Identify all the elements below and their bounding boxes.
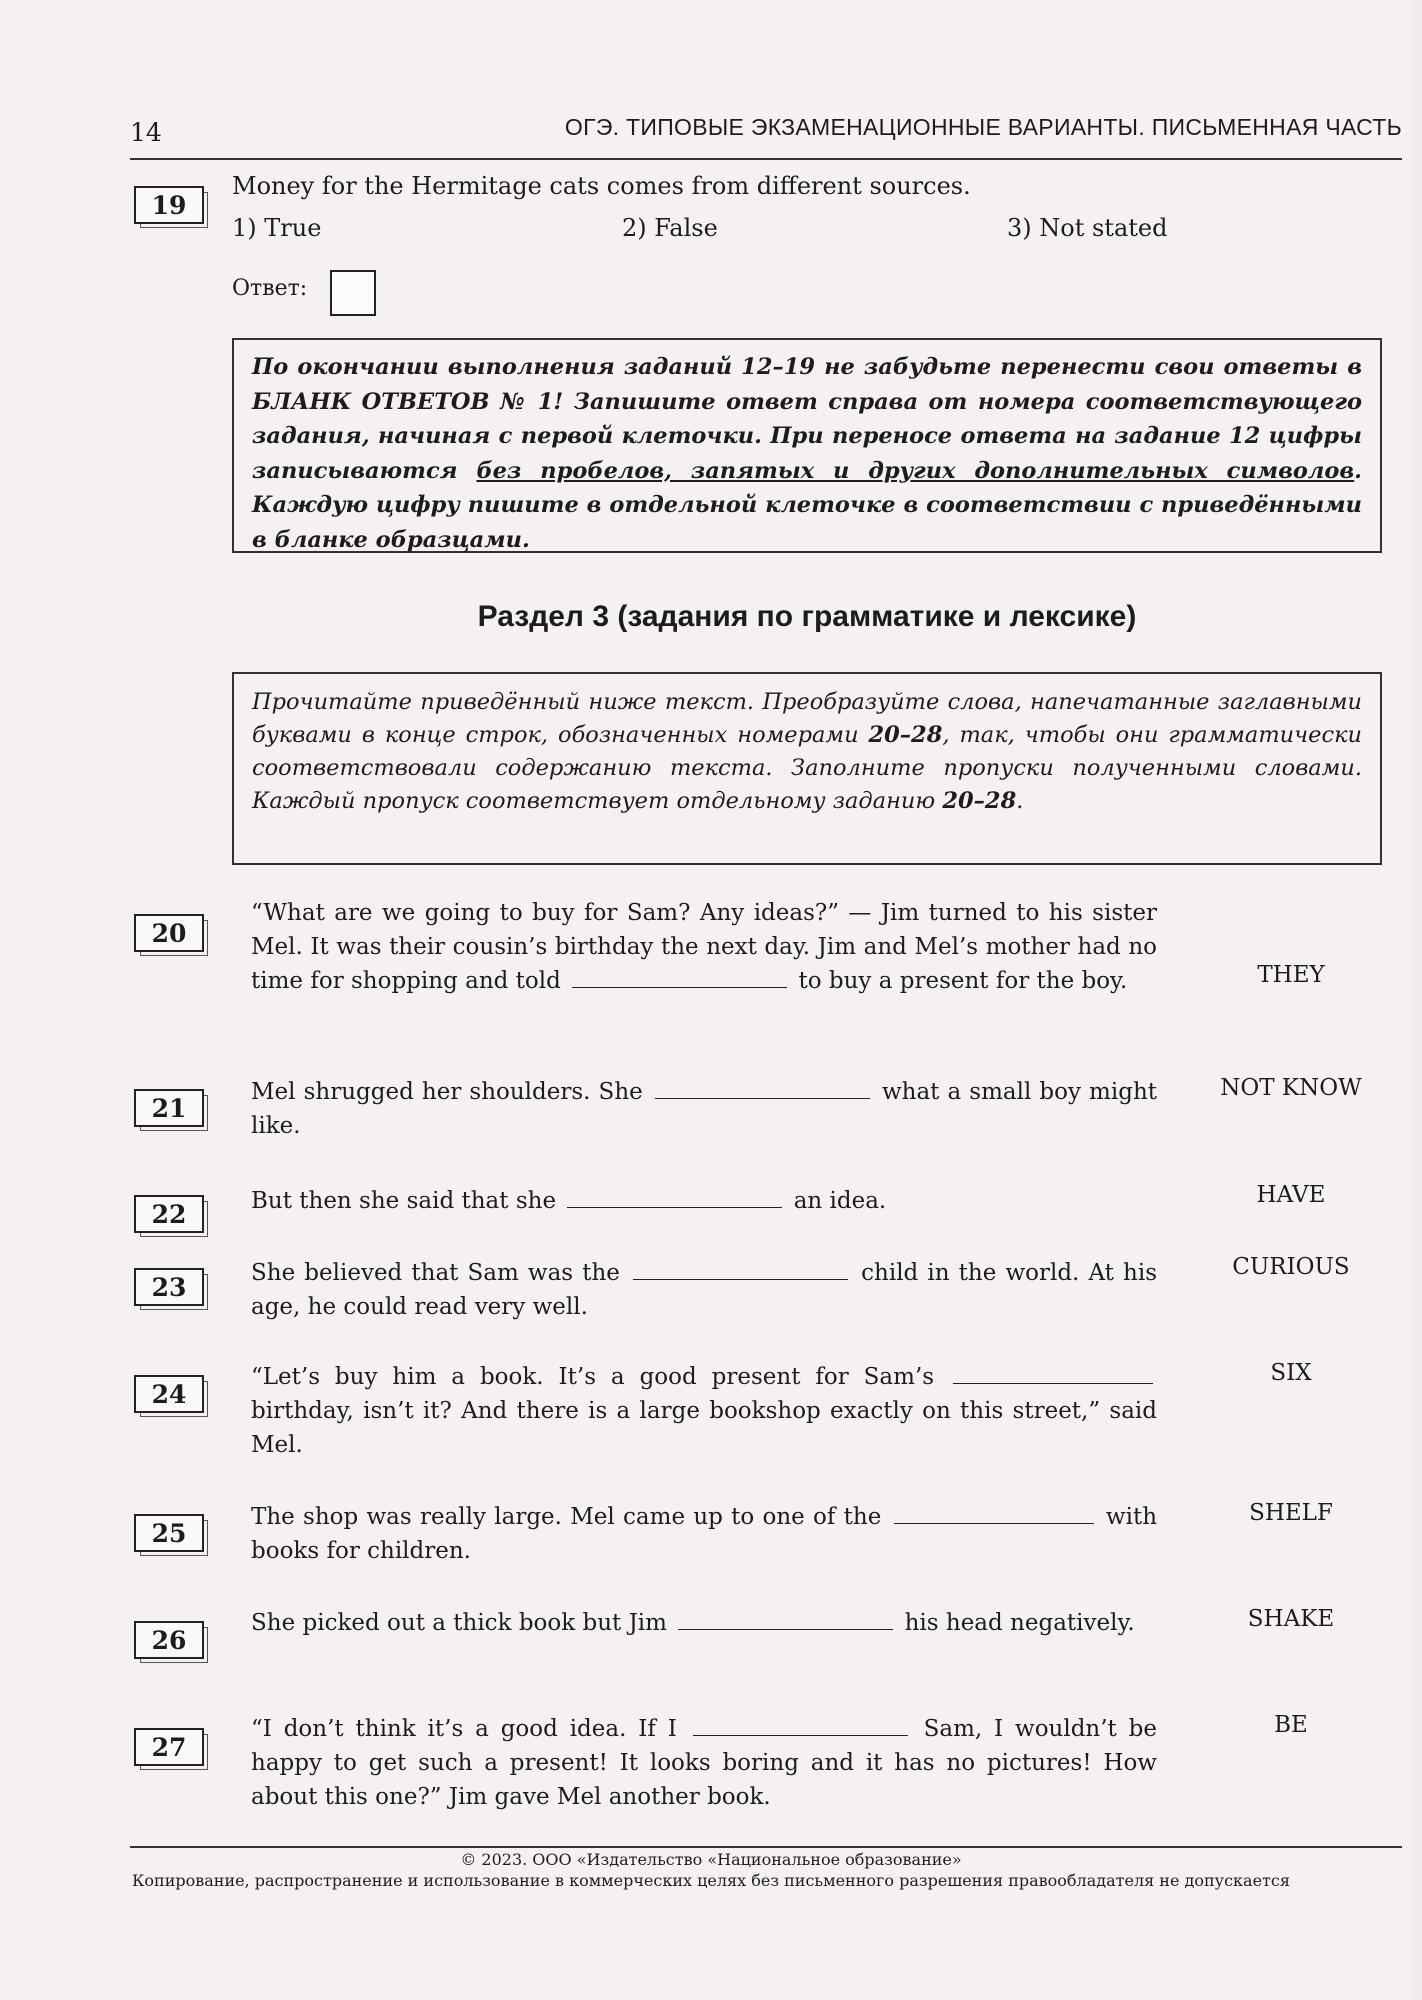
task-number-box-20: 20 <box>134 914 204 952</box>
task-26-after: his head negatively. <box>904 1610 1135 1636</box>
task-25-keyword: SHELF <box>1249 1500 1333 1526</box>
task-21-text <box>251 1075 1157 1143</box>
task-24-text <box>251 1360 1157 1462</box>
task-20-after: to buy a present for the boy. <box>798 968 1128 994</box>
task-number-box-26: 26 <box>134 1621 204 1659</box>
task-19-statement: Money for the Hermitage cats comes from different sources. <box>232 172 971 200</box>
task-24-before: “Let’s buy him a book. It’s a good present for Sam’s <box>251 1364 935 1390</box>
header-divider <box>130 158 1402 160</box>
task-25-blank[interactable] <box>894 1503 1094 1524</box>
task-24-keyword: SIX <box>1270 1360 1312 1386</box>
footer-divider <box>130 1846 1402 1848</box>
instr-range-a: 20–28 <box>868 722 943 748</box>
section-instructions <box>232 672 1382 865</box>
task-23-keyword: CURIOUS <box>1232 1254 1350 1280</box>
task-number-box-27: 27 <box>134 1728 204 1766</box>
task-number-box-21: 21 <box>134 1089 204 1127</box>
task-27-text <box>251 1712 1157 1814</box>
task-21-blank[interactable] <box>655 1078 870 1099</box>
instr-text-b: , так, чтобы они грамматически соответствовали содержанию текста. Заполните пропуски полученными словами. Каждый пропуск соответствует отдельному заданию <box>252 722 1362 814</box>
task-21-keyword: NOT KNOW <box>1220 1075 1362 1101</box>
task-number-box-25: 25 <box>134 1514 204 1552</box>
notice-underlined-text: без пробелов, запятых и других дополнительных символов <box>476 457 1355 484</box>
task-22-text <box>251 1184 1157 1218</box>
task-24-blank[interactable] <box>953 1363 1153 1384</box>
task-22-before: But then she said that she <box>251 1188 557 1214</box>
section-title: Раздел 3 (задания по грамматике и лексике) <box>477 600 1137 633</box>
task-22-blank[interactable] <box>567 1187 782 1208</box>
task-number-box-19: 19 <box>134 186 204 224</box>
notice-text-part1: По окончании выполнения заданий 12–19 не забудьте перенести свои ответы в БЛАНК ОТВЕТОВ № 1! Запишите ответ справа от номера соответствующего задания, начиная с первой клеточки. При переносе ответа на задание 12 цифры записываются <box>252 354 1362 484</box>
instr-range-b: 20–28 <box>942 788 1017 814</box>
task-20-before: “What are we going to buy for Sam? Any ideas?” — Jim turned to his sister Mel. It was their cousin’s birthday the next day. Jim and Mel’s mother had no time for shopping and told <box>251 900 1157 994</box>
footer-license-notice: Копирование, распространение и использование в коммерческих целях без письменного разрешения правообладателя не допускается <box>132 1871 1290 1890</box>
running-header-title: ОГЭ. ТИПОВЫЕ ЭКЗАМЕНАЦИОННЫЕ ВАРИАНТЫ. ПИСЬМЕННАЯ ЧАСТЬ <box>564 114 1402 140</box>
task-26-before: She picked out a thick book but Jim <box>251 1610 667 1636</box>
task-25-before: The shop was really large. Mel came up to one of the <box>251 1504 882 1530</box>
task-21-after: what a small boy might like. <box>251 1079 1157 1139</box>
task-26-blank[interactable] <box>678 1609 893 1630</box>
task-22-after: an idea. <box>793 1188 887 1214</box>
task-23-text <box>251 1256 1157 1324</box>
task-23-after: child in the world. At his age, he could read very well. <box>251 1260 1158 1320</box>
option-false: 2) False <box>622 214 718 242</box>
task-22-keyword: HAVE <box>1256 1182 1326 1208</box>
page-number: 14 <box>130 118 162 147</box>
task-23-blank[interactable] <box>633 1259 848 1280</box>
task-26-keyword: SHAKE <box>1247 1606 1335 1632</box>
answer-input-box[interactable] <box>330 270 376 316</box>
task-25-after: with books for children. <box>251 1504 1158 1564</box>
option-true: 1) True <box>232 214 322 242</box>
scan-edge-shade <box>1410 0 1422 2000</box>
answer-label: Ответ: <box>232 276 308 301</box>
task-number-box-24: 24 <box>134 1375 204 1413</box>
task-25-text <box>251 1500 1157 1568</box>
task-20-blank[interactable] <box>572 967 787 988</box>
task-27-keyword: BE <box>1274 1712 1308 1738</box>
task-21-before: Mel shrugged her shoulders. She <box>251 1079 643 1105</box>
task-26-text <box>251 1606 1157 1640</box>
task-20-keyword: THEY <box>1257 962 1325 988</box>
transfer-answers-notice <box>232 338 1382 553</box>
task-23-before: She believed that Sam was the <box>251 1260 620 1286</box>
task-24-after: birthday, isn’t it? And there is a large bookshop exactly on this street,” said Mel. <box>251 1398 1157 1458</box>
notice-text-part2: . Каждую цифру пишите в отдельной клеточке в соответствии с приведёнными в бланке образцами. <box>252 457 1363 553</box>
instr-text-a: Прочитайте приведённый ниже текст. Преобразуйте слова, напечатанные заглавными буквами в конце строк, обозначенных номерами <box>252 689 1362 748</box>
option-not-stated: 3) Not stated <box>1007 214 1168 242</box>
task-27-after: Sam, I wouldn’t be happy to get such a present! It looks boring and it has no pictures! How about this one?” Jim gave Mel another book. <box>251 1716 1157 1810</box>
task-27-before: “I don’t think it’s a good idea. If I <box>251 1716 677 1742</box>
task-number-box-23: 23 <box>134 1268 204 1306</box>
task-27-blank[interactable] <box>693 1715 908 1736</box>
instr-text-c: . <box>1016 788 1024 814</box>
task-number-box-22: 22 <box>134 1195 204 1233</box>
task-20-text <box>251 896 1157 998</box>
footer-copyright: © 2023. ООО «Издательство «Национальное образование» <box>460 1850 962 1869</box>
